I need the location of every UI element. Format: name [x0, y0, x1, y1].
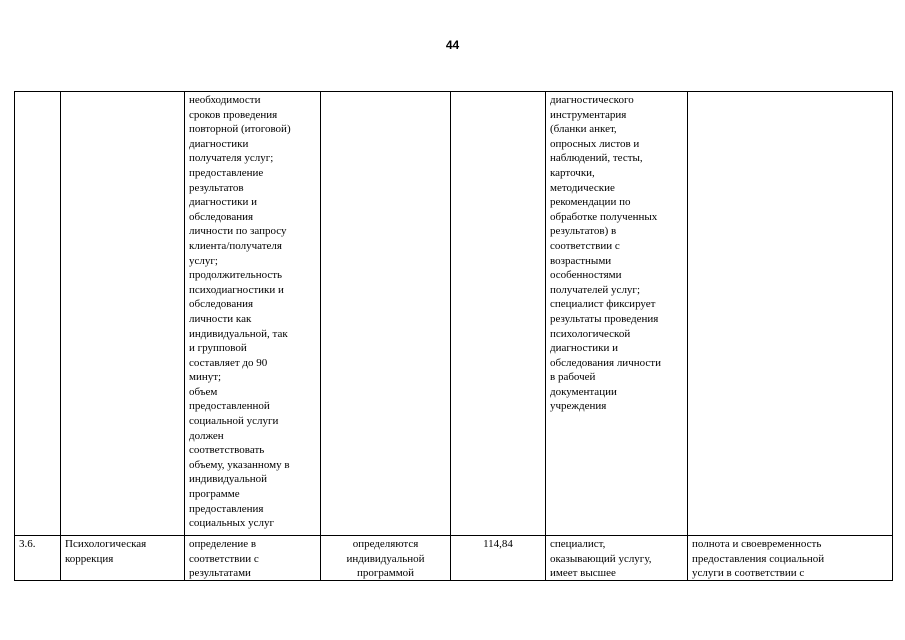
cell-description	[185, 536, 321, 581]
text-line: диагностики	[189, 137, 249, 150]
text-line: психодиагностики и	[189, 283, 284, 296]
text-line: обследования	[189, 298, 254, 311]
text-line: предоставления социальной	[692, 552, 825, 565]
text-line: сроков проведения	[189, 108, 278, 121]
text-line: составляет до 90	[189, 356, 268, 369]
text-lines	[189, 93, 316, 531]
text-line: обследования личности	[550, 356, 661, 369]
text-line: и групповой	[189, 342, 247, 355]
text-lines	[550, 93, 683, 414]
text-line: получателя услуг;	[189, 152, 274, 165]
text-line: обработке полученных	[550, 210, 658, 223]
text-line: оказывающий услугу,	[550, 552, 652, 565]
text-line: результатов) в	[550, 225, 617, 238]
cell-conditions	[546, 536, 688, 581]
text-line: особенностями	[550, 269, 622, 282]
page-number: 44	[445, 38, 460, 52]
text-lines	[65, 537, 180, 580]
text-line: предоставления	[189, 502, 264, 515]
text-line: результаты проведения	[550, 312, 659, 325]
text-lines	[692, 537, 888, 580]
text-line: диагностики и	[189, 196, 257, 209]
text-line: должен	[189, 429, 224, 442]
table-row-continued	[15, 92, 893, 536]
cell-service-name	[61, 92, 185, 536]
cell-price	[451, 536, 546, 581]
text-line: объем	[189, 385, 218, 398]
cell-conditions	[546, 92, 688, 536]
text-line: учреждения	[550, 400, 607, 413]
cell-number	[15, 536, 61, 581]
text-line: соответствии с	[550, 239, 620, 252]
text-line: инструментария	[550, 108, 627, 121]
text-lines	[189, 537, 316, 580]
text-line: специалист фиксирует	[550, 298, 656, 311]
text-line: Психологическая	[65, 538, 147, 550]
text-line: результатов	[189, 181, 244, 194]
text-line: опросных листов и	[550, 137, 640, 150]
text-line: определение в	[189, 538, 257, 550]
cell-service-name	[61, 536, 185, 581]
text-line: программой	[356, 567, 415, 580]
text-line: соответствовать	[189, 444, 265, 457]
price-value: 114,84	[483, 538, 513, 550]
text-line: в рабочей	[550, 371, 596, 384]
text-line: коррекция	[65, 552, 114, 565]
text-line: индивидуальной	[189, 473, 268, 486]
text-line: карточки,	[550, 166, 595, 179]
cell-quality	[688, 536, 893, 581]
text-line: полнота и своевременность	[692, 538, 822, 550]
text-line: документации	[550, 385, 617, 398]
text-line: социальной услуги	[189, 415, 279, 428]
text-line: повторной (итоговой)	[189, 123, 291, 136]
text-line: (бланки анкет,	[550, 123, 617, 136]
text-line: личности как	[189, 312, 252, 325]
text-line: клиента/получателя	[189, 239, 282, 252]
text-line: имеет высшее	[550, 567, 616, 580]
cell-price	[451, 92, 546, 536]
text-line: социальных услуг	[189, 517, 275, 530]
text-line: рекомендации по	[550, 196, 631, 209]
text-line: возрастными	[550, 254, 612, 267]
text-line: личности по запросу	[189, 225, 287, 238]
text-line: программе	[189, 488, 240, 501]
text-line: услуги в соответствии с	[692, 567, 805, 580]
text-lines	[550, 537, 683, 580]
services-table	[14, 91, 893, 581]
text-line: методические	[550, 181, 615, 194]
text-line: диагностического	[550, 94, 634, 106]
text-line: услуг;	[189, 254, 218, 267]
text-line: результатами	[189, 567, 251, 580]
text-line: специалист,	[550, 538, 606, 550]
text-line: соответствии с	[189, 552, 259, 565]
cell-volume	[321, 92, 451, 536]
cell-description	[185, 92, 321, 536]
cell-number	[15, 92, 61, 536]
text-line: диагностики и	[550, 342, 618, 355]
row-number: 3.6.	[19, 538, 36, 550]
text-line: индивидуальной	[346, 552, 425, 565]
text-lines	[325, 537, 446, 580]
cell-volume	[321, 536, 451, 581]
text-line: определяются	[352, 538, 419, 550]
text-line: наблюдений, тесты,	[550, 152, 643, 165]
text-line: психологической	[550, 327, 631, 340]
text-line: предоставление	[189, 166, 264, 179]
text-line: получателей услуг;	[550, 283, 640, 296]
table-row-3-6	[15, 536, 893, 581]
text-line: обследования	[189, 210, 254, 223]
text-line: минут;	[189, 371, 222, 384]
text-line: необходимости	[189, 94, 261, 106]
text-line: продолжительность	[189, 269, 283, 282]
text-line: индивидуальной, так	[189, 327, 288, 340]
text-line: объему, указанному в	[189, 458, 290, 471]
cell-quality	[688, 92, 893, 536]
text-line: предоставленной	[189, 400, 270, 413]
